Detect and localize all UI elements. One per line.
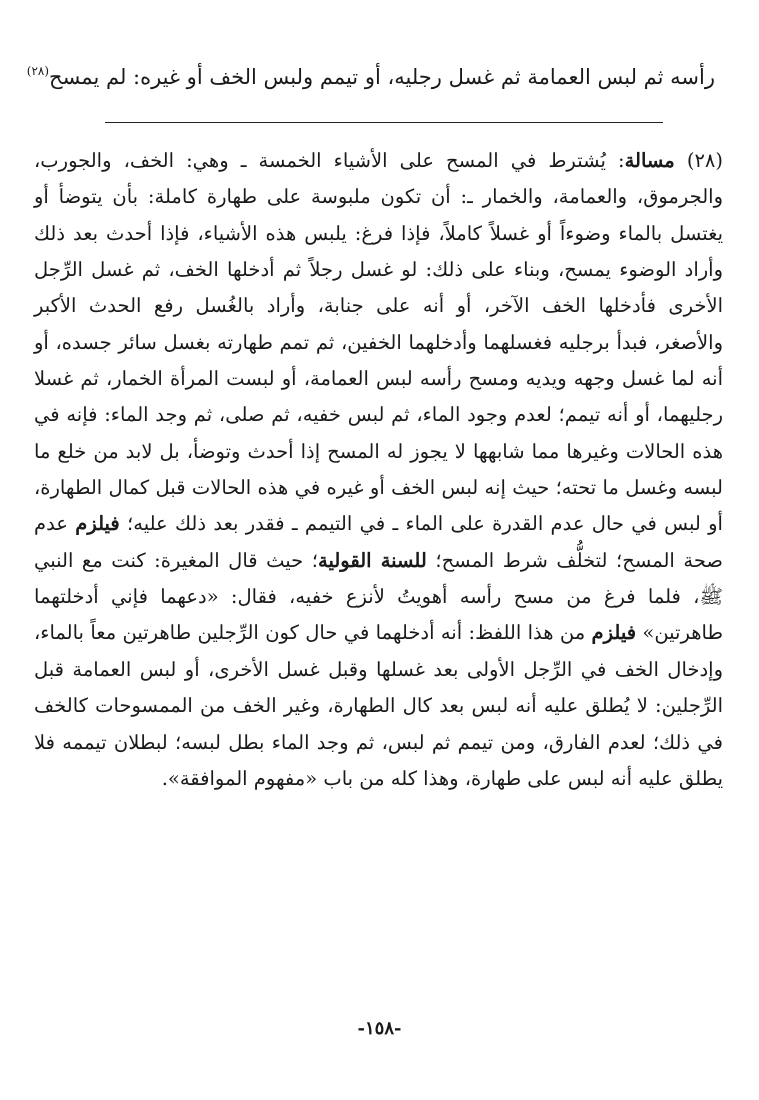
term-sunna: للسنة القولية: [317, 548, 427, 572]
footnote-block: [34, 143, 723, 797]
footnote-text-part-1: : يُشترط في المسح على الأشياء الخمسة ـ وهي: الخف، والجورب، والجرموق، والعمامة، والخمار ـ: أن تكون ملبوسة على طهارة كاملة: بأن يتوضأ أو يغتسل بالماء وضوءاً أو غسلاً كاملاً، فإذا فرغ: يلبس هذه الأشياء، فإذا أحدث بعد ذلك وأراد الوضوء يمسح، وبناء على ذلك: لو غسل رجلاً ثم أدخلها الخف، ثم غسل الرِّجل الأخرى فأدخلها الخف الآخر، أو أنه على جنابة، وأراد بالغُسل رفع الحدث الأكبر والأصغر، فبدأ برجليه فغسلهما وأدخلهما الخفين، ثم تمم طهارته بغسل سائر جسده، أو أنه لما غسل وجهه ويديه ومسح رأسه لبس العمامة، أو لبست المرأة الخمار، ثم غسلا رجليهما، أو أنه تيمم؛ لعدم وجود الماء، ثم لبس خفيه، ثم صلى، ثم وجد الماء: فإنه في هذه الحالات وغيرها مما شابهها لا يجوز له المسح إذا أحدث وتوضأ، بل لابد من خلع ما لبسه وغسل ما تحته؛ حيث إنه لبس الخف أو غيره في هذه الحالات قبل كمال الطهارة، أو لبس في حال عدم القدرة على الماء ـ في التيمم ـ فقدر بعد ذلك عليه؛: [34, 149, 723, 536]
page-number: -١٥٨-: [357, 1018, 402, 1039]
term-yalzam-2: فيلزم: [591, 621, 637, 645]
footnote-text-part-3: ؛ حيث قال المغيرة: كنت مع النبي ﷺ، فلما فرغ من مسح رأسه أهويتُ لأنزع خفيه، فقال: «دعهما فإني أدخلتهما طاهرتين»: [34, 548, 723, 645]
footnote-separator: [105, 122, 663, 123]
main-text: رأسه ثم لبس العمامة ثم غسل رجليه، أو تيمم ولبس الخف أو غيره: لم يمسح: [49, 65, 715, 89]
term-yalzam-1: فيلزم: [75, 512, 120, 536]
footnote-text-part-4: من هذا اللفظ: أنه أدخلهما في حال كون الرِّجلين طاهرتين معاً بالماء، وإدخال الخف في الرِّجل الأولى بعد غسلها وقبل غسل الأخرى، أو لبس العمامة قبل الرِّجلين: لا يُطلق عليه أنه لبس بعد كال الطهارة، وغير الخف من الممسوحات كالخف في ذلك؛ لعدم الفارق، ومن تيمم ثم لبس، ثم وجد الماء بطل لبسه؛ لبطلان تيممه فلا يطلق عليه أنه لبس على طهارة، وهذا كله من باب «مفهوم الموافقة».: [34, 621, 723, 790]
footnote-heading: مسالة: [624, 149, 675, 172]
footnote-reference: (٢٨): [26, 64, 50, 78]
footnote-number: (٢٨): [686, 149, 724, 172]
footnote-text-part-2: عدم صحة المسح؛ لتخلُّف شرط المسح؛: [34, 512, 723, 572]
main-text-line: [26, 52, 715, 96]
